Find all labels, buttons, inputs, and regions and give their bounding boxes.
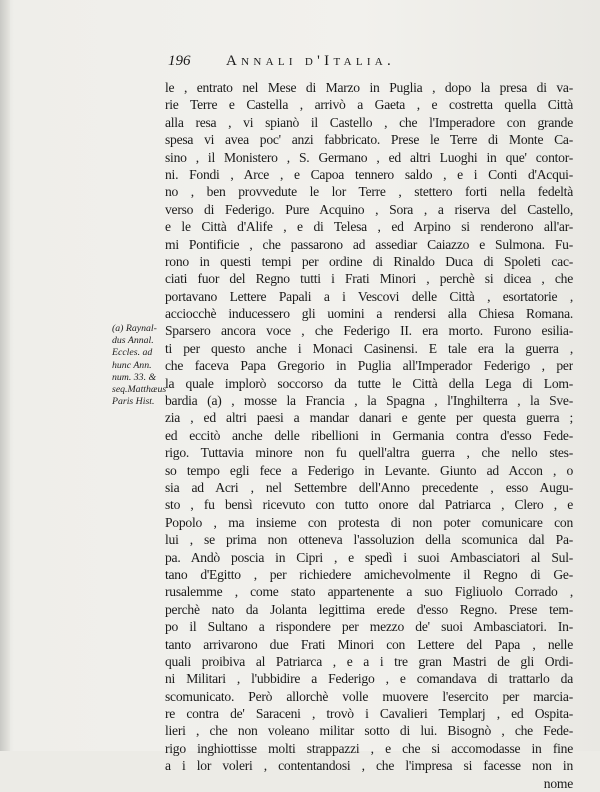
page-header bbox=[168, 50, 578, 72]
marginal-note-line: seq.Matthæus bbox=[112, 384, 167, 396]
text-line: alla resa , vi spianò il Castello , che l'Imperadore con grande bbox=[165, 114, 573, 130]
body-text bbox=[165, 79, 573, 792]
text-line: sto , fu bensì ricevuto con tutto onore dal Patriarca , Clero , e bbox=[165, 497, 573, 513]
text-line: a i lor voleri , contentandosi , che l'impresa si facesse non in bbox=[165, 758, 573, 774]
marginal-note-line: dus Annal. bbox=[112, 335, 154, 347]
text-line: ti per questo anche i Monaci Casinensi. E tale era la guerra , bbox=[165, 340, 573, 356]
text-line: e le Città d'Alife , e di Telesa , ed Arpino si renderono all'ar- bbox=[165, 219, 573, 235]
text-line: bardia (a) , mosse la Francia , la Spagna , l'Inghilterra , la Sve- bbox=[165, 393, 573, 409]
text-line: acciocchè inducessero gli uomini a rendersi alla Chiesa Romana. bbox=[165, 306, 573, 322]
text-line: tano d'Egitto , per richiedere amichevolmente il Regno di Ge- bbox=[165, 566, 573, 582]
text-line: po il Sultano a rispondere per mezzo de' suoi Ambasciatori. In- bbox=[165, 619, 573, 635]
text-line: ni. Fondi , Arce , e Capoa tennero saldo , e i Conti d'Acqui- bbox=[165, 166, 573, 182]
page-gutter-shadow bbox=[0, 0, 10, 751]
text-line: nome bbox=[543, 775, 573, 791]
text-line: Popolo , ma insieme con protesta di non poter comunicare con bbox=[165, 514, 573, 530]
text-line: lui , se prima non otteneva l'assoluzion della scomunica dal Pa- bbox=[165, 532, 573, 548]
text-line: verso di Federigo. Pure Acquino , Sora , a riserva del Castello, bbox=[165, 201, 573, 217]
text-line: zia , ed altri paesi a mandar danari e gente per questa guerra ; bbox=[165, 410, 573, 426]
text-line: Sparsero ancora voce , che Federigo II. era morto. Furono esilia- bbox=[165, 323, 573, 339]
text-line: perchè nato da Jolanta legittima erede d'esso Regno. Prese tem- bbox=[165, 601, 573, 617]
marginal-note-line: Paris Hist. bbox=[112, 396, 155, 408]
text-line: rono in questi tempi per ordine di Rinaldo Duca di Spoleti cac- bbox=[165, 253, 573, 269]
marginal-note-line: (a) Raynal- bbox=[112, 323, 157, 334]
text-line: tanto arrivarono due Frati Minori con Lettere del Papa , nelle bbox=[165, 636, 573, 652]
text-line: sino , il Monistero , S. Germano , ed altri Luoghi in que' contor- bbox=[165, 149, 573, 165]
running-head: Annali d'Italia. bbox=[226, 53, 396, 69]
text-line: pa. Andò poscia in Cipri , e spedì i suoi Ambasciatori al Sul- bbox=[165, 549, 573, 565]
marginal-note-line: num. 33. & bbox=[112, 371, 157, 383]
text-line: so tempo egli fece a Federigo in Levante. Giunto ad Accon , o bbox=[165, 462, 573, 478]
text-line: mi Pontificie , che passarono ad assediar Caiazzo e Sulmona. Fu- bbox=[165, 236, 573, 252]
text-line: che faceva Papa Gregorio in Puglia all'Imperador Federigo , per bbox=[165, 358, 573, 374]
text-line: spesa vi avea poc' anzi fabbricato. Prese le Terre di Monte Ca- bbox=[165, 132, 573, 148]
text-line: rie Terre e Castella , arrivò a Gaeta , e costretta quella Città bbox=[165, 97, 573, 113]
text-line: no , ben provvedute le lor Terre , stettero forti nella fedeltà bbox=[165, 184, 573, 200]
text-line: re contra de' Saraceni , trovò i Cavalieri Templarj , ed Ospita- bbox=[165, 706, 573, 722]
text-line: le , entrato nel Mese di Marzo in Puglia , dopo la presa di va- bbox=[165, 80, 573, 95]
text-line: la quale implorò soccorso da tutte le Città della Lega di Lom- bbox=[165, 375, 573, 391]
text-line: scomunicato. Però allorchè volle muovere l'esercito per marcia- bbox=[165, 688, 573, 704]
text-line: rigo inghiottisse molti strappazzi , e che si accomodasse in fine bbox=[165, 740, 573, 756]
marginal-note bbox=[112, 323, 172, 408]
text-line: ed eccitò anche delle ribellioni in Germania contra d'esso Fede- bbox=[165, 427, 573, 443]
text-line: rusalemme , come stato appartenente a suo Figliuolo Corrado , bbox=[165, 584, 573, 600]
marginal-note-line: hunc Ann. bbox=[112, 359, 152, 371]
marginal-note-line: Eccles. ad bbox=[112, 347, 153, 359]
text-line: ciati fuor del Regno tutti i Frati Minori , perchè si dicea , che bbox=[165, 271, 573, 287]
text-line: lieri , che non voleano militar sotto di lui. Bisognò , che Fede- bbox=[165, 723, 573, 739]
page-number: 196 bbox=[168, 53, 191, 69]
text-line: portavano Lettere Papali a i Vescovi delle Città , esortatorie , bbox=[165, 288, 573, 304]
text-line: quali proibiva al Patriarca , e a i tre gran Mastri de gli Ordi- bbox=[165, 653, 573, 669]
text-line: sia ad Acri , nel Settembre dell'Anno precedente , esso Augu- bbox=[165, 479, 573, 495]
text-line: rigo. Tuttavia minore non fu quell'altra guerra , che nello stes- bbox=[165, 445, 573, 461]
text-line: ni Militari , l'ubbidire a Federigo , e comandava di trattarlo da bbox=[165, 671, 573, 687]
